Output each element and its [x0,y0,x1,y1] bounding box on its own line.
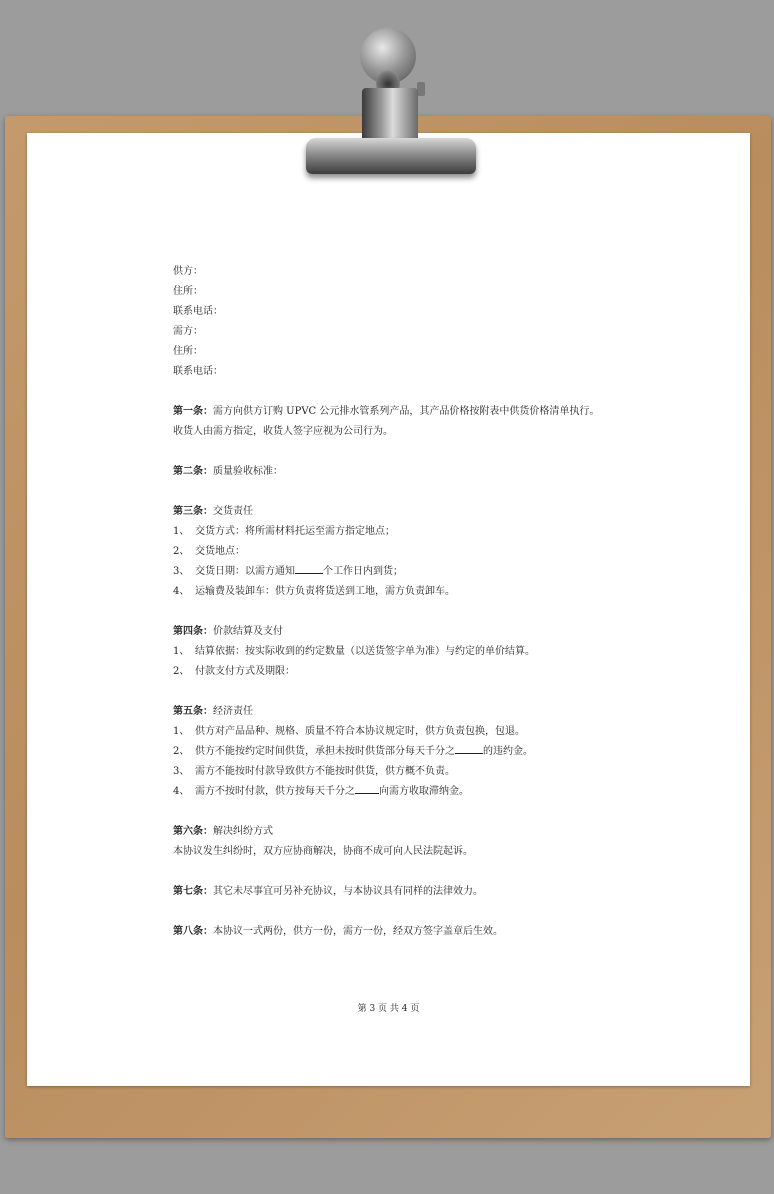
blank-field [355,782,379,794]
article-text: 其它未尽事宜可另补充协议，与本协议具有同样的法律效力。 [213,886,483,897]
party-line: 住所： [173,286,203,297]
article-label: 第五条： [173,706,213,717]
list-item: 1、 交货方式：将所需材料托运至需方指定地点； [173,526,395,537]
article-text: 质量验收标准： [213,466,283,477]
article-label: 第七条： [173,886,213,897]
article-label: 第一条： [173,406,213,417]
list-item: 2、 交货地点： [173,546,245,557]
article-2 [173,462,733,482]
page-number: 第 3 页 共 4 页 [357,1004,420,1014]
article-text: 交货责任 [213,506,253,517]
article-6-text: 本协议发生纠纷时，双方应协商解决，协商不成可向人民法院起诉。 [173,846,473,857]
article-5 [173,702,733,722]
binder-clip [296,20,486,180]
article-4 [173,622,733,642]
party-line: 需方： [173,326,203,337]
list-item: 4、 需方不按时付款，供方按每天千分之 向需方收取滞纳金。 [173,782,733,802]
blank-field [455,742,483,754]
article-text: 经济责任 [213,706,253,717]
blank-field [295,562,323,574]
party-line: 住所： [173,346,203,357]
party-line: 联系电话： [173,366,223,377]
article-label: 第六条： [173,826,213,837]
list-item: 1、 供方对产品品种、规格、质量不符合本协议规定时，供方负责包换，包退。 [173,726,525,737]
article-1 [173,402,733,422]
party-line: 联系电话： [173,306,223,317]
list-item: 3、 需方不能按时付款导致供方不能按时供货，供方概不负责。 [173,766,455,777]
article-label: 第三条： [173,506,213,517]
article-label: 第八条： [173,926,213,937]
article-1-text: 收货人由需方指定，收货人签字应视为公司行为。 [173,426,393,437]
list-item: 2、 付款支付方式及期限： [173,666,295,677]
list-item: 3、 交货日期：以需方通知 个工作日内到货； [173,562,733,582]
article-text: 本协议一式两份，供方一份，需方一份，经双方签字盖章后生效。 [213,926,503,937]
article-label: 第二条： [173,466,213,477]
article-7 [173,882,733,902]
article-label: 第四条： [173,626,213,637]
list-item: 2、 供方不能按约定时间供货，承担未按时供货部分每天千分之 的违约金。 [173,742,733,762]
clip-base [306,138,476,174]
article-6 [173,822,733,842]
article-8 [173,922,733,942]
list-item: 1、 结算依据：按实际收到的约定数量（以送货签字单为准）与约定的单价结算。 [173,646,535,657]
contract-body [173,262,733,942]
article-text: 价款结算及支付 [213,626,283,637]
list-item: 4、 运输费及装卸车：供方负责将货送到工地，需方负责卸车。 [173,586,455,597]
party-line: 供方： [173,266,203,277]
article-3 [173,502,733,522]
article-text: 需方向供方订购 UPVC 公元排水管系列产品，其产品价格按附表中供货价格清单执行。 [213,406,600,417]
article-text: 解决纠纷方式 [213,826,273,837]
